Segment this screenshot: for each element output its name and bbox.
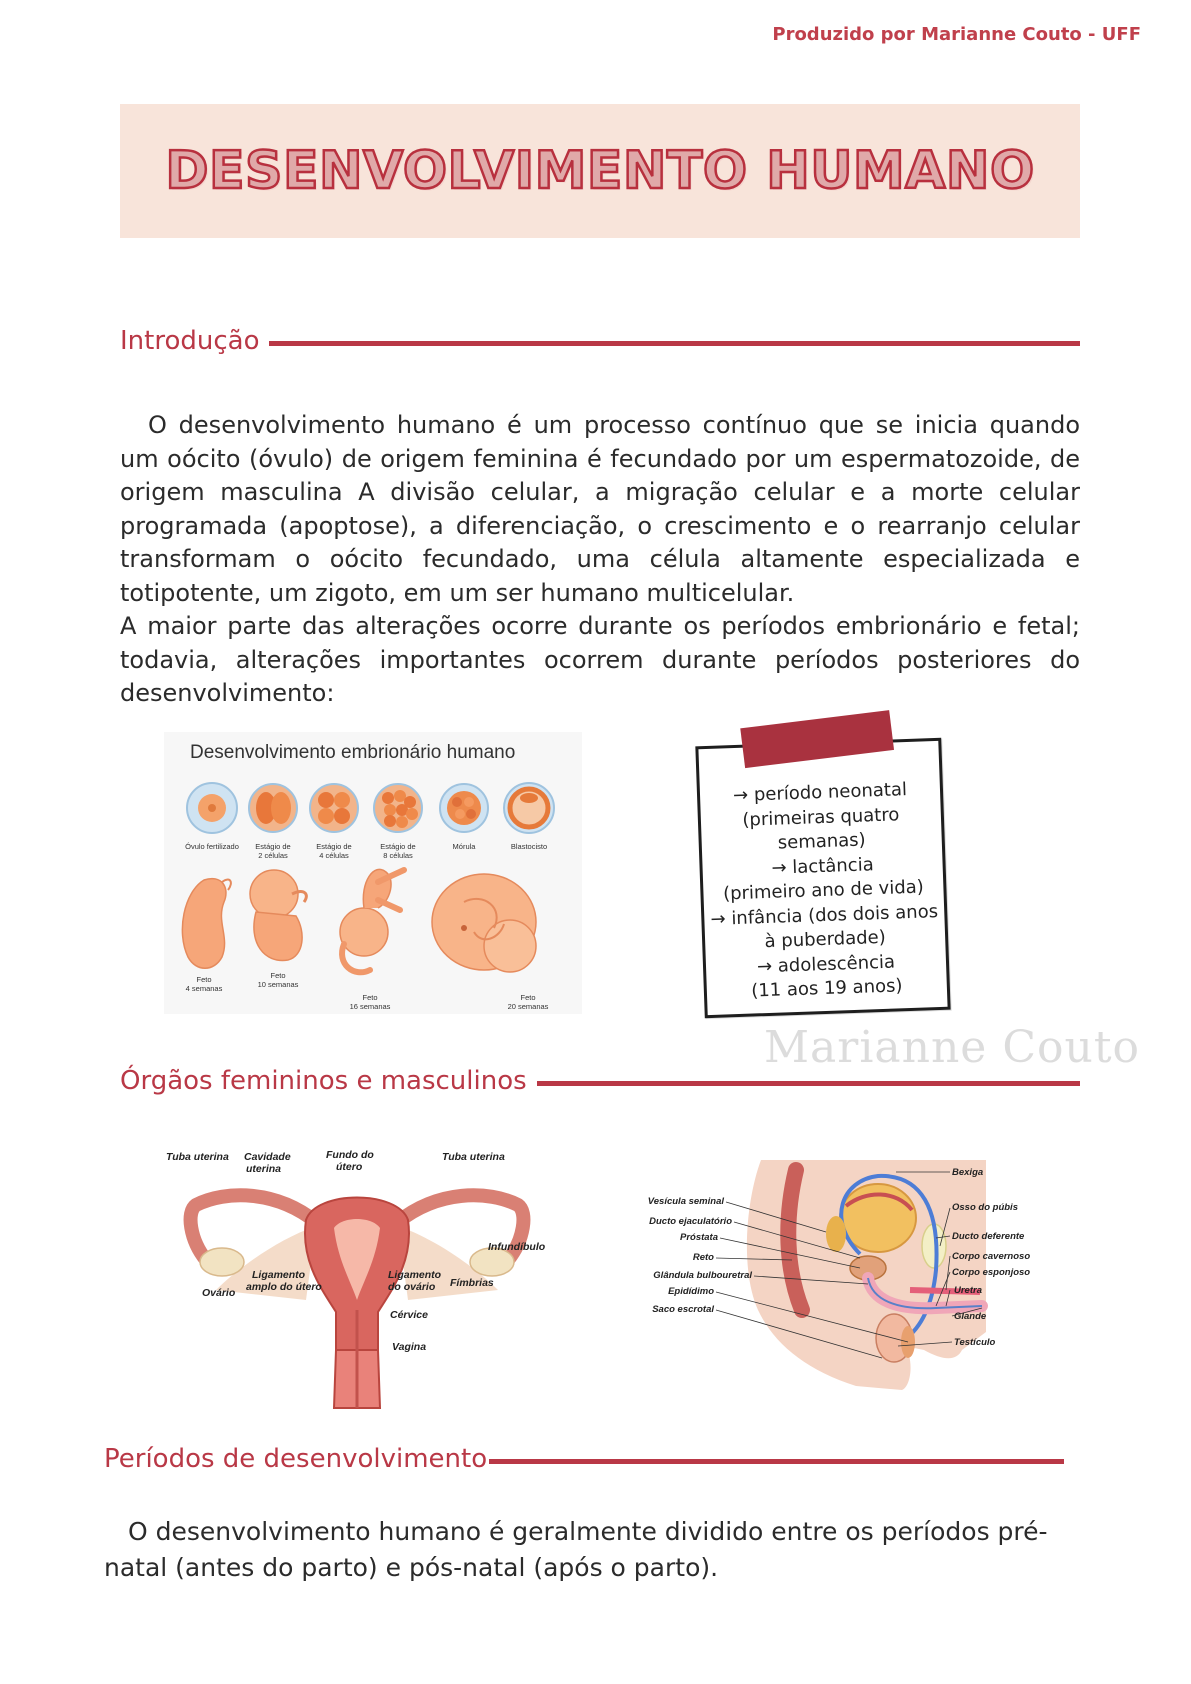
label-right: Uretra (954, 1285, 982, 1296)
development-periods-note (695, 738, 950, 1018)
intro-paragraph: O desenvolvimento humano é um processo contínuo que se inicia quando um oócito (óvulo) de origem feminina é fecundado por um espermatozoide, de origem masculina A divisão celular, a migração celular e a morte celular programada (apoptose), a diferenciação, o crescimento e o rearranjo celular transformam o oócito fecundado, uma célula altamente especializada e totipotente, um zigoto, em um ser humano multicelular. (120, 411, 1080, 607)
label-right: Glande (954, 1311, 987, 1322)
stage-caption: Estágio de (255, 842, 291, 851)
fetus-caption: 10 semanas (257, 980, 299, 989)
note-line: semanas) (777, 829, 866, 854)
fetus-caption: Feto (196, 975, 212, 984)
note-lines (700, 777, 948, 1006)
label-ligamento-amplo: amplo do útero (246, 1281, 322, 1293)
note-line: à puberdade) (764, 926, 887, 953)
note-line: (primeiras quatro (742, 803, 900, 831)
fetus-captions (186, 971, 549, 1011)
label-right: Ducto deferente (952, 1231, 1025, 1242)
stage-caption: Blastocisto (510, 842, 548, 851)
female-reproductive-diagram (166, 1150, 556, 1410)
fetus-16-weeks (340, 869, 404, 972)
stage-caption: Estágio de (316, 842, 352, 851)
label-left: Epidídimo (668, 1286, 714, 1297)
fetus-4-weeks (182, 879, 231, 969)
label-tuba-uterina: Tuba uterina (166, 1151, 229, 1163)
note-line: → adolescência (756, 951, 896, 977)
label-right: Testículo (954, 1337, 996, 1348)
label-ligamento-ovario: Ligamento (388, 1269, 442, 1281)
note-line: → lactância (771, 853, 874, 879)
seminal-vesicle (826, 1216, 846, 1252)
note-line: → período neonatal (732, 779, 908, 807)
embryo-stage-morula (440, 784, 488, 832)
embryo-stage-2-cells (249, 784, 297, 832)
label-left: Ducto ejaculatório (649, 1216, 732, 1227)
label-cavidade-uterina: Cavidade (244, 1151, 291, 1163)
embryo-stage-blastocyst (504, 783, 554, 833)
label-fundo-utero: útero (336, 1161, 363, 1173)
label-ligamento-ovario: do ovário (388, 1281, 436, 1293)
label-cervice: Cérvice (390, 1309, 428, 1321)
note-line: (primeiro ano de vida) (722, 876, 925, 905)
section-divider (537, 1081, 1080, 1086)
stage-caption: Mórula (452, 842, 476, 851)
embryo-stage-8-cells (374, 784, 422, 832)
note-line: → infância (dos dois anos (710, 900, 939, 930)
embryo-stage-fertilized (187, 783, 237, 833)
fetus-20-weeks (432, 874, 536, 972)
label-right: Corpo esponjoso (952, 1267, 1031, 1278)
label-cavidade-uterina: uterina (246, 1163, 282, 1175)
section-heading-intro (120, 326, 1080, 356)
label-fimbrias: Fímbrias (450, 1277, 494, 1289)
stage-caption: 8 células (383, 851, 413, 860)
stage-caption: Estágio de (380, 842, 416, 851)
label-ovario: Ovário (202, 1287, 236, 1299)
label-right: Osso do púbis (952, 1202, 1018, 1213)
label-vagina: Vagina (392, 1341, 427, 1353)
embryo-stage-captions (185, 842, 547, 860)
label-left: Glândula bulbouretral (653, 1270, 752, 1281)
section-heading-label: Introdução (120, 326, 260, 356)
label-fundo-utero: Fundo do (326, 1150, 374, 1161)
label-tuba-uterina: Tuba uterina (442, 1151, 505, 1163)
periods-text (104, 1514, 1064, 1586)
figure-title: Desenvolvimento embrionário humano (190, 742, 516, 763)
page-title: DESENVOLVIMENTO HUMANO (165, 141, 1035, 201)
label-right: Corpo cavernoso (952, 1251, 1031, 1262)
fetus-caption: 20 semanas (507, 1002, 549, 1011)
section-heading-periods (104, 1444, 1064, 1474)
section-heading-organs (120, 1066, 1080, 1096)
label-infundibulo: Infundíbulo (488, 1241, 546, 1253)
tape-decoration (740, 710, 894, 768)
label-left: Reto (692, 1252, 714, 1263)
intro-paragraph: A maior parte das alterações ocorre durante os períodos embrionário e fetal; todavia, alterações importantes ocorrem durante períodos posteriores do desenvolvimento: (120, 612, 1080, 707)
stage-caption: Óvulo fertilizado (185, 842, 239, 851)
section-heading-label: Órgãos femininos e masculinos (120, 1066, 527, 1096)
label-left: Vesícula seminal (647, 1196, 724, 1207)
fetus-caption: Feto (270, 971, 286, 980)
label-right: Bexiga (952, 1167, 984, 1178)
stage-caption: 2 células (258, 851, 288, 860)
periods-paragraph: O desenvolvimento humano é geralmente dividido entre os períodos pré-natal (antes do parto) e pós-natal (após o parto). (104, 1517, 1048, 1582)
fetus-caption: 16 semanas (349, 1002, 391, 1011)
section-heading-label: Períodos de desenvolvimento (104, 1444, 488, 1474)
watermark: Marianne Couto (764, 1022, 1140, 1073)
section-divider (489, 1459, 1064, 1464)
label-ligamento-amplo: Ligamento (252, 1269, 306, 1281)
embryo-illustration (164, 732, 582, 1014)
embryo-stage-4-cells (310, 784, 358, 832)
author-credit: Produzido por Marianne Couto - UFF (772, 24, 1141, 45)
embryo-development-figure (164, 732, 582, 1014)
fetus-caption: Feto (520, 993, 536, 1002)
note-line: (11 aos 19 anos) (750, 975, 903, 1002)
title-banner (120, 104, 1080, 238)
fetus-caption: Feto (362, 993, 378, 1002)
male-reproductive-diagram (646, 1160, 1042, 1398)
label-left: Próstata (679, 1232, 718, 1243)
label-left: Saco escrotal (652, 1304, 714, 1315)
stage-caption: 4 células (319, 851, 349, 860)
fetus-10-weeks (250, 870, 306, 960)
fetus-caption: 4 semanas (185, 984, 223, 993)
ovary-left (200, 1248, 244, 1276)
intro-text (120, 409, 1080, 711)
section-divider (269, 341, 1080, 346)
